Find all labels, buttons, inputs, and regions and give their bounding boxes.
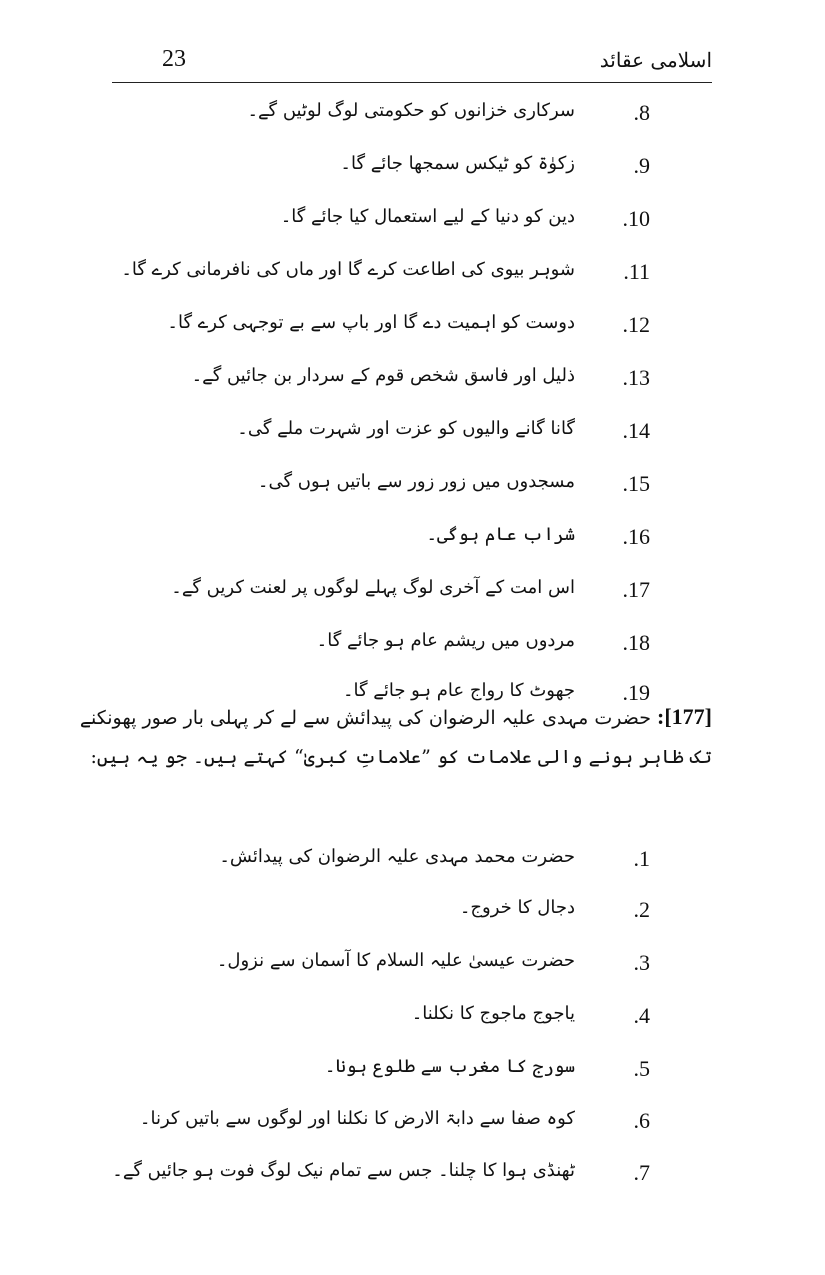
- list-item: [0, 1108, 825, 1148]
- item-number: .10: [622, 206, 650, 231]
- item-text: دین کو دنیا کے لیے استعمال کیا جائے گا۔: [280, 206, 575, 227]
- item-text: یاجوج ماجوج کا نکلنا۔: [411, 1003, 575, 1024]
- item-number: .9: [633, 153, 650, 178]
- list-item: [0, 206, 825, 246]
- item-number: .18: [622, 630, 650, 655]
- list-item: [0, 259, 825, 299]
- item-number: .5: [633, 1056, 650, 1081]
- list-item: [0, 1056, 825, 1096]
- item-text: ذلیل اور فاسق شخص قوم کے سردار بن جائیں گے۔: [191, 365, 575, 386]
- book-title: اسلامی عقائد: [599, 48, 712, 72]
- page-number: 23: [162, 46, 186, 72]
- item-text: شراب عام ہوگی۔: [426, 524, 575, 545]
- item-number: .11: [623, 259, 650, 284]
- item-text: مسجدوں میں زور زور سے باتیں ہوں گی۔: [257, 471, 575, 492]
- list-item: [0, 1160, 825, 1200]
- list-item: [0, 153, 825, 193]
- item-number: .4: [633, 1003, 650, 1028]
- item-number: .2: [633, 897, 650, 922]
- list-item: [0, 1003, 825, 1043]
- section-label: [177]:: [657, 704, 712, 729]
- item-text: گانا گانے والیوں کو عزت اور شہرت ملے گی۔: [237, 418, 575, 439]
- item-number: .12: [622, 312, 650, 337]
- item-text: حضرت محمد مہدی علیہ الرضوان کی پیدائش۔: [219, 846, 575, 867]
- item-text: سرکاری خزانوں کو حکومتی لوگ لوٹیں گے۔: [247, 100, 575, 121]
- list-item: [0, 312, 825, 352]
- list-item: [0, 897, 825, 937]
- item-number: .17: [622, 577, 650, 602]
- item-text: مردوں میں ریشم عام ہو جائے گا۔: [316, 630, 575, 651]
- item-text: زکوٰۃ کو ٹیکس سمجھا جائے گا۔: [340, 153, 575, 174]
- section-177: [79, 704, 712, 788]
- section-line-2: تک ظاہر ہونے والی علامات کو ”علاماتِ کبریٰ“ کہتے ہیں۔ جو یہ ہیں:: [90, 746, 712, 768]
- item-text: شوہر بیوی کی اطاعت کرے گا اور ماں کی نافرمانی کرے گا۔: [121, 259, 575, 280]
- list-item: [0, 418, 825, 458]
- item-number: .13: [622, 365, 650, 390]
- item-text: جھوٹ کا رواج عام ہو جائے گا۔: [342, 680, 575, 701]
- page-header: [112, 42, 712, 83]
- item-number: .14: [622, 418, 650, 443]
- item-text: حضرت عیسیٰ علیہ السلام کا آسمان سے نزول۔: [216, 950, 575, 971]
- list-item: [0, 524, 825, 564]
- list-item: [0, 577, 825, 617]
- list-item: [0, 100, 825, 140]
- item-number: .3: [633, 950, 650, 975]
- item-text: سورج کا مغرب سے طلوع ہونا۔: [324, 1056, 575, 1077]
- item-number: .1: [633, 846, 650, 871]
- section-line-1: [79, 704, 712, 746]
- item-text: ٹھنڈی ہوا کا چلنا۔ جس سے تمام نیک لوگ فوت ہو جائیں گے۔: [112, 1160, 575, 1181]
- list-item: [0, 630, 825, 670]
- item-number: .16: [622, 524, 650, 549]
- item-number: .6: [633, 1108, 650, 1133]
- item-number: .19: [622, 680, 650, 705]
- item-text: کوہ صفا سے دابۃ الارض کا نکلنا اور لوگوں سے باتیں کرنا۔: [139, 1108, 575, 1129]
- section-text-1: حضرت مہدی علیہ الرضوان کی پیدائش سے لے کر پہلی بار صور پھونکنے: [79, 707, 651, 729]
- list-item: [0, 950, 825, 990]
- list-item: [0, 846, 825, 886]
- list-item: [0, 471, 825, 511]
- list-item: [0, 365, 825, 405]
- item-number: .8: [633, 100, 650, 125]
- item-number: .7: [633, 1160, 650, 1185]
- item-number: .15: [622, 471, 650, 496]
- item-text: اس امت کے آخری لوگ پہلے لوگوں پر لعنت کریں گے۔: [171, 577, 575, 598]
- item-text: دجال کا خروج۔: [459, 897, 575, 918]
- item-text: دوست کو اہمیت دے گا اور باپ سے بے توجہی کرے گا۔: [167, 312, 575, 333]
